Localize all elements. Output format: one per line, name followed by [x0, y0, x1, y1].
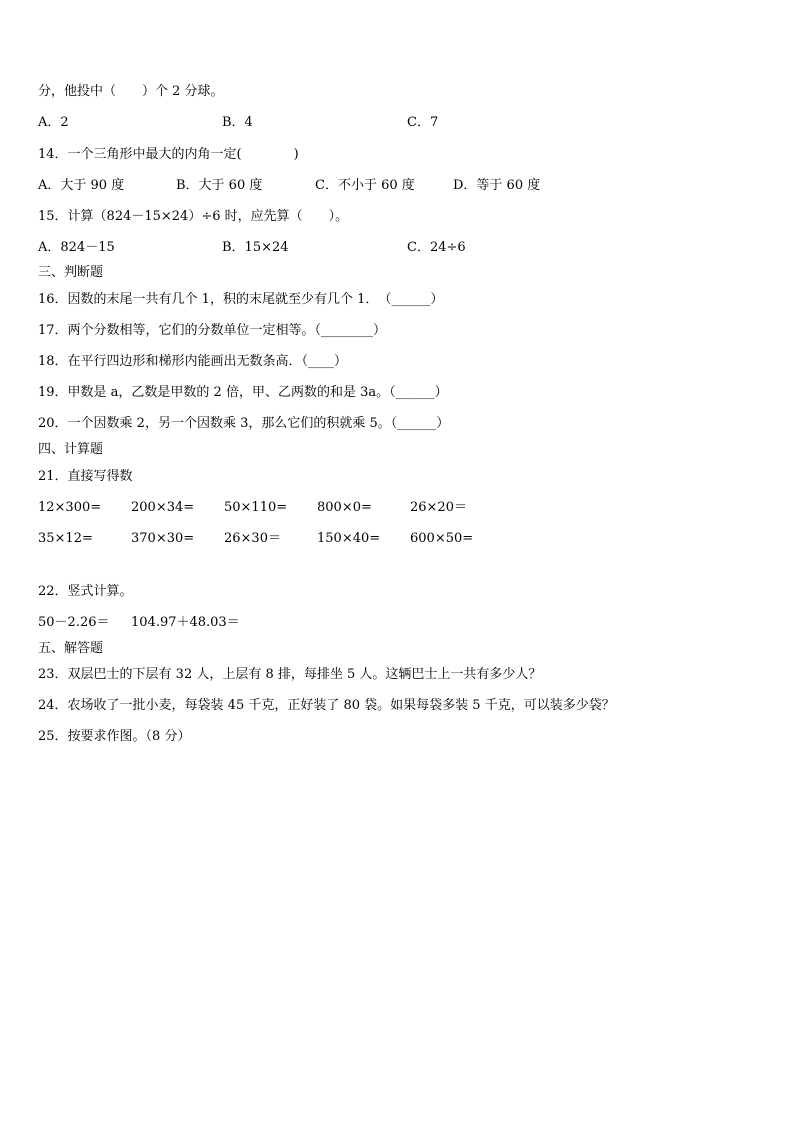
q18-text: 18．在平行四边形和梯形内能画出无数条高．（____）: [38, 354, 348, 369]
q21-row2-item: 600×50=: [410, 531, 474, 546]
q25-text: 25．按要求作图。（8 分）: [38, 729, 191, 744]
section-5-heading: 五、解答题: [38, 641, 104, 656]
q14-text: 14．一个三角形中最大的内角一定( ): [38, 147, 299, 162]
q15-option-c: C．24÷6: [407, 240, 466, 255]
q21-row2-item: 35×12=: [38, 531, 93, 546]
q13-tail-text: 分，他投中（ ）个 2 分球。: [38, 84, 224, 99]
q13-option-a: A．2: [38, 115, 69, 130]
q14-option-c: C．不小于 60 度: [315, 178, 415, 193]
q21-row2-item: 26×30＝: [224, 531, 281, 546]
q13-option-c: C．7: [407, 115, 439, 130]
q15-option-a: A．824－15: [38, 240, 115, 255]
q21-row1-item: 200×34=: [131, 500, 195, 515]
q17-text: 17．两个分数相等，它们的分数单位一定相等。（________）: [38, 323, 387, 338]
q14-option-b: B．大于 60 度: [176, 178, 263, 193]
q14-option-a: A．大于 90 度: [38, 178, 125, 193]
q24-text: 24．农场收了一批小麦，每袋装 45 千克，正好装了 80 袋。如果每袋多装 5 千克，可以装多少袋？: [38, 698, 615, 713]
q14-option-d: D．等于 60 度: [453, 178, 541, 193]
q20-text: 20．一个因数乘 2，另一个因数乘 3，那么它们的积就乘 5。（______）: [38, 416, 450, 431]
q23-text: 23．双层巴士的下层有 32 人，上层有 8 排，每排坐 5 人。这辆巴士上一共有多少人？: [38, 667, 542, 682]
q21-row1-item: 50×110=: [224, 500, 288, 515]
q15-text: 15．计算（824－15×24）÷6 时，应先算（ ）。: [38, 209, 349, 224]
q21-text: 21．直接写得数: [38, 469, 133, 484]
q15-option-b: B．15×24: [222, 240, 289, 255]
q22-text: 22．竖式计算。: [38, 584, 133, 599]
q21-row1-item: 800×0=: [317, 500, 372, 515]
q21-row2-item: 370×30=: [131, 531, 195, 546]
q16-text: 16．因数的末尾一共有几个 1，积的末尾就至少有几个 1． （______）: [38, 292, 444, 307]
q21-row1-item: 26×20＝: [410, 500, 467, 515]
q21-row1-item: 12×300=: [38, 500, 102, 515]
q19-text: 19．甲数是 a，乙数是甲数的 2 倍，甲、乙两数的和是 3a。（______）: [38, 385, 448, 400]
section-4-heading: 四、计算题: [38, 442, 104, 457]
q22-item-1: 50－2.26＝: [38, 615, 110, 630]
section-3-heading: 三、判断题: [38, 265, 104, 280]
q13-option-b: B．4: [222, 115, 253, 130]
q22-item-2: 104.97＋48.03＝: [131, 615, 240, 630]
q21-row2-item: 150×40=: [317, 531, 381, 546]
